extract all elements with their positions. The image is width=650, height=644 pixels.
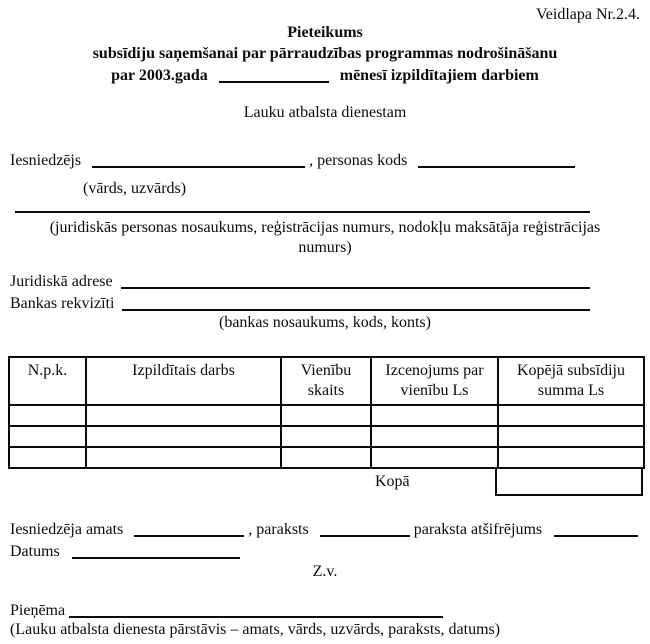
form-period-line [0, 66, 650, 86]
position-blank-field [134, 523, 244, 537]
legal-address-line [10, 272, 590, 292]
month-blank-field [219, 69, 329, 83]
seal-label: Z.v. [312, 563, 338, 580]
legal-entity-hint-line1: (juridiskās personas nosaukums, reģistrācijas numurs, nodokļu maksātāja reģistrācijas [49, 219, 601, 236]
signature-name-blank-field [554, 523, 638, 537]
bank-details-blank-field [122, 297, 590, 311]
legal-entity-hint-line2: numurs) [298, 239, 352, 256]
table-total-row [8, 469, 643, 499]
applicant-line [10, 151, 575, 171]
works-table-wrap [8, 356, 643, 499]
table-row [9, 426, 644, 447]
applicant-blank-field [92, 154, 305, 168]
date-blank-field [72, 545, 240, 559]
bank-details-line [10, 294, 590, 314]
total-sum-cell [495, 469, 643, 496]
works-table [8, 356, 645, 469]
table-row [9, 405, 644, 426]
bank-hint: (bankas nosaukums, kods, konts) [219, 314, 431, 331]
received-line [10, 601, 443, 621]
col-header-total-subsidy: Kopējā subsīdiju summa Ls [498, 357, 644, 405]
legal-address-label: Juridiskā adrese [10, 273, 113, 290]
table-row [9, 447, 644, 468]
signature-name-label: paraksta atšifrējums [413, 521, 543, 538]
received-label: Pieņēma [10, 602, 66, 619]
legal-address-blank-field [121, 275, 590, 289]
received-blank-field [69, 604, 443, 618]
col-header-unit-price: Izcenojums par vienību Ls [371, 357, 498, 405]
legal-entity-blank-field [15, 197, 590, 213]
form-title: Pieteikums [287, 24, 363, 41]
total-label: Kopā [375, 473, 410, 490]
period-prefix: par 2003.gada [111, 67, 208, 84]
personal-code-label: , personas kods [309, 152, 408, 169]
applicant-hint: (vārds, uzvārds) [83, 180, 187, 197]
personal-code-blank-field [418, 154, 575, 168]
applicant-label: Iesniedzējs [10, 152, 82, 169]
date-label: Datums [10, 543, 60, 560]
date-line [10, 542, 240, 562]
position-label: Iesniedzēja amats [10, 521, 124, 538]
col-header-units: Vienību skaits [281, 357, 371, 405]
bank-details-label: Bankas rekvizīti [10, 295, 115, 312]
period-suffix: mēnesī izpildītajiem darbiem [339, 67, 539, 84]
form-number: Veidlapa Nr.2.4. [536, 6, 640, 23]
form-subtitle: subsīdiju saņemšanai par pārraudzības programmas nodrošināšanu [92, 45, 558, 62]
table-header-row [9, 357, 644, 405]
signature-label: , paraksts [248, 521, 309, 538]
received-hint: (Lauku atbalsta dienesta pārstāvis – amats, vārds, uzvārds, paraksts, datums) [10, 621, 501, 638]
col-header-npk: N.p.k. [9, 357, 86, 405]
col-header-work: Izpildītais darbs [86, 357, 281, 405]
signature-blank-field [320, 523, 410, 537]
addressee-line: Lauku atbalsta dienestam [243, 104, 407, 121]
signature-line [10, 520, 638, 540]
